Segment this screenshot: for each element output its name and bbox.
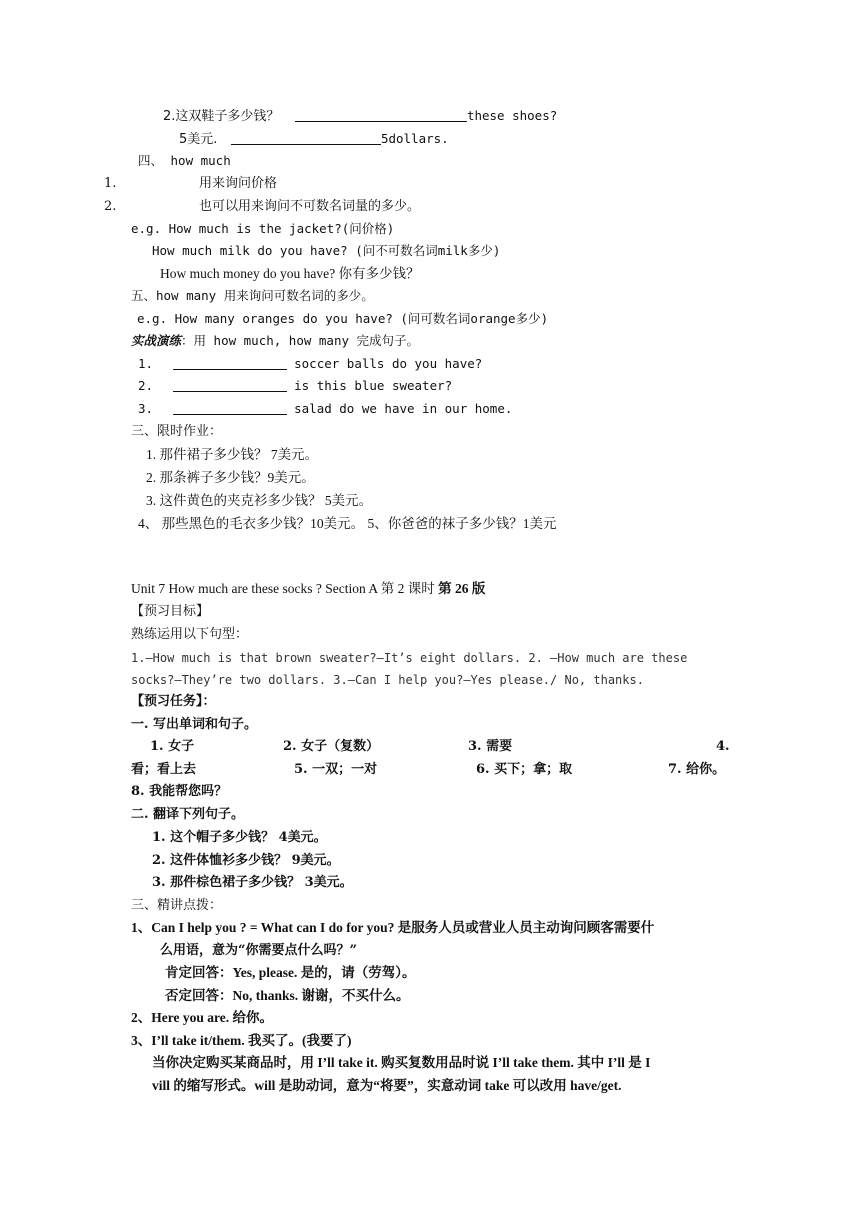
lesson-version: 第 26 版 xyxy=(438,581,486,596)
answer-blank[interactable] xyxy=(173,400,287,415)
practice-label: 实战演练 xyxy=(131,333,182,348)
word-item: 2. 女子（复数） xyxy=(283,739,380,754)
shoes-answer-suffix: 5dollars. xyxy=(380,131,449,146)
how-many-heading: 五、how many 用来询问可数名词的多少。 xyxy=(131,288,374,303)
shoes-question-suffix: these shoes? xyxy=(466,108,558,123)
homework-item-4: 4、 那些黑色的毛衣多少钱？10美元。 5、你爸爸的袜子多少钱？1美元 xyxy=(138,516,557,531)
point1-negative: 否定回答：No, thanks. 谢谢，不买什么。 xyxy=(165,988,410,1003)
homework-item-1: 1. 那件裙子多少钱？ 7美元。 xyxy=(146,447,319,462)
words-row-1 xyxy=(150,737,730,757)
homework-item-3: 3. 这件黄色的夹克衫多少钱？ 5美元。 xyxy=(146,493,373,508)
goals-intro: 熟练运用以下句型： xyxy=(131,627,249,642)
point1-line-1: 1、Can I help you ? = What can I do for you? 是服务人员或营业人员主动询问顾客需要什 xyxy=(131,920,655,935)
answer-blank[interactable] xyxy=(173,355,287,370)
translate-item-3: 3. 那件棕色裙子多少钱？ 3美元。 xyxy=(152,875,353,890)
example-1: e.g. How much is the jacket?(问价格) xyxy=(131,221,395,236)
goals-sentences-line-1: 1.—How much is that brown sweater?—It’s eight dollars. 2. —How much are these xyxy=(131,651,688,665)
practice-instruction: ：用 how much, how many 完成句子。 xyxy=(181,333,420,348)
list-number: 1. xyxy=(138,356,154,371)
word-item: 7. 给你。 xyxy=(668,762,726,777)
point3-line-2: vill 的缩写形式。will 是助动词，意为“将要”，实意动词 take 可以改用 have/get. xyxy=(152,1078,622,1093)
word-item: 3. 需要 xyxy=(468,739,513,754)
words-row-3: 8. 我能帮您吗？ xyxy=(131,784,228,799)
homework-heading: 三、限时作业： xyxy=(131,424,223,439)
example-4: e.g. How many oranges do you have? (问可数名词orange多少) xyxy=(137,311,549,326)
homework-item-2: 2. 那条裤子多少钱？9美元。 xyxy=(146,470,315,485)
practice-text: is this blue sweater? xyxy=(294,378,453,393)
word-item: 6. 买下；拿；取 xyxy=(476,762,573,777)
word-item: 4. xyxy=(716,739,730,754)
practice-item-2 xyxy=(138,376,452,396)
goals-heading: 【预习目标】 xyxy=(131,604,210,619)
answer-blank[interactable] xyxy=(173,377,287,392)
point1-affirmative: 肯定回答：Yes, please. 是的，请（劳驾）。 xyxy=(165,965,416,980)
task3-heading: 三、精讲点拨： xyxy=(131,898,223,913)
translate-item-2: 2. 这件体恤衫多少钱？ 9美元。 xyxy=(152,853,340,868)
words-row-2 xyxy=(131,760,726,780)
answer-blank[interactable] xyxy=(295,107,467,122)
lesson-title-main: Unit 7 How much are these socks ? Section A 第 2 课时 xyxy=(131,581,439,596)
practice-item-3 xyxy=(138,399,512,419)
translate-item-1: 1. 这个帽子多少钱？ 4美元。 xyxy=(152,830,327,845)
point3-line-1: 当你决定购买某商品时，用 I’ll take it. 购买复数用品时说 I’ll take them. 其中 I’ll 是 I xyxy=(152,1055,651,1070)
shoes-answer-line xyxy=(179,129,449,150)
task2-heading: 二. 翻译下列句子。 xyxy=(131,807,245,822)
example-2: How much milk do you have? (问不可数名词milk多少) xyxy=(152,243,501,258)
shoes-question-line xyxy=(163,106,557,127)
practice-heading xyxy=(131,331,419,351)
how-much-heading: 四、 how much xyxy=(138,153,231,168)
answer-blank[interactable] xyxy=(231,130,381,145)
practice-text: salad do we have in our home. xyxy=(294,401,513,416)
goals-sentences-line-2: socks?—They’re two dollars. 3.—Can I help you?—Yes please./ No, thanks. xyxy=(131,673,644,687)
point1-line-2: 么用语，意为“你需要点什么吗？” xyxy=(160,943,357,958)
point3: 3、I’ll take it/them. 我买了。(我要了) xyxy=(131,1033,352,1048)
list-text: 用来询问价格 xyxy=(199,176,278,191)
how-much-item-1 xyxy=(104,174,278,194)
lesson-title xyxy=(131,579,485,599)
list-number: 3. xyxy=(138,401,154,416)
tasks-heading: 【预习任务】： xyxy=(131,694,216,709)
shoes-answer-text: 5美元. xyxy=(179,132,218,147)
list-text: 也可以用来询问不可数名词量的多少。 xyxy=(199,199,421,214)
word-item: 看；看上去 xyxy=(131,762,197,777)
word-item: 1. 女子 xyxy=(150,739,195,754)
list-number: 2. xyxy=(138,378,154,393)
point2: 2、Here you are. 给你。 xyxy=(131,1010,273,1025)
example-3: How much money do you have? 你有多少钱？ xyxy=(160,266,420,281)
practice-text: soccer balls do you have? xyxy=(294,356,483,371)
shoes-question-text: 2.这双鞋子多少钱？ xyxy=(163,109,280,124)
word-item: 5. 一双；一对 xyxy=(294,762,378,777)
list-number: 2. xyxy=(104,199,117,214)
list-number: 1. xyxy=(104,176,117,191)
how-much-item-2 xyxy=(104,197,421,217)
practice-item-1 xyxy=(138,354,482,374)
task1-heading: 一. 写出单词和句子。 xyxy=(131,717,258,732)
